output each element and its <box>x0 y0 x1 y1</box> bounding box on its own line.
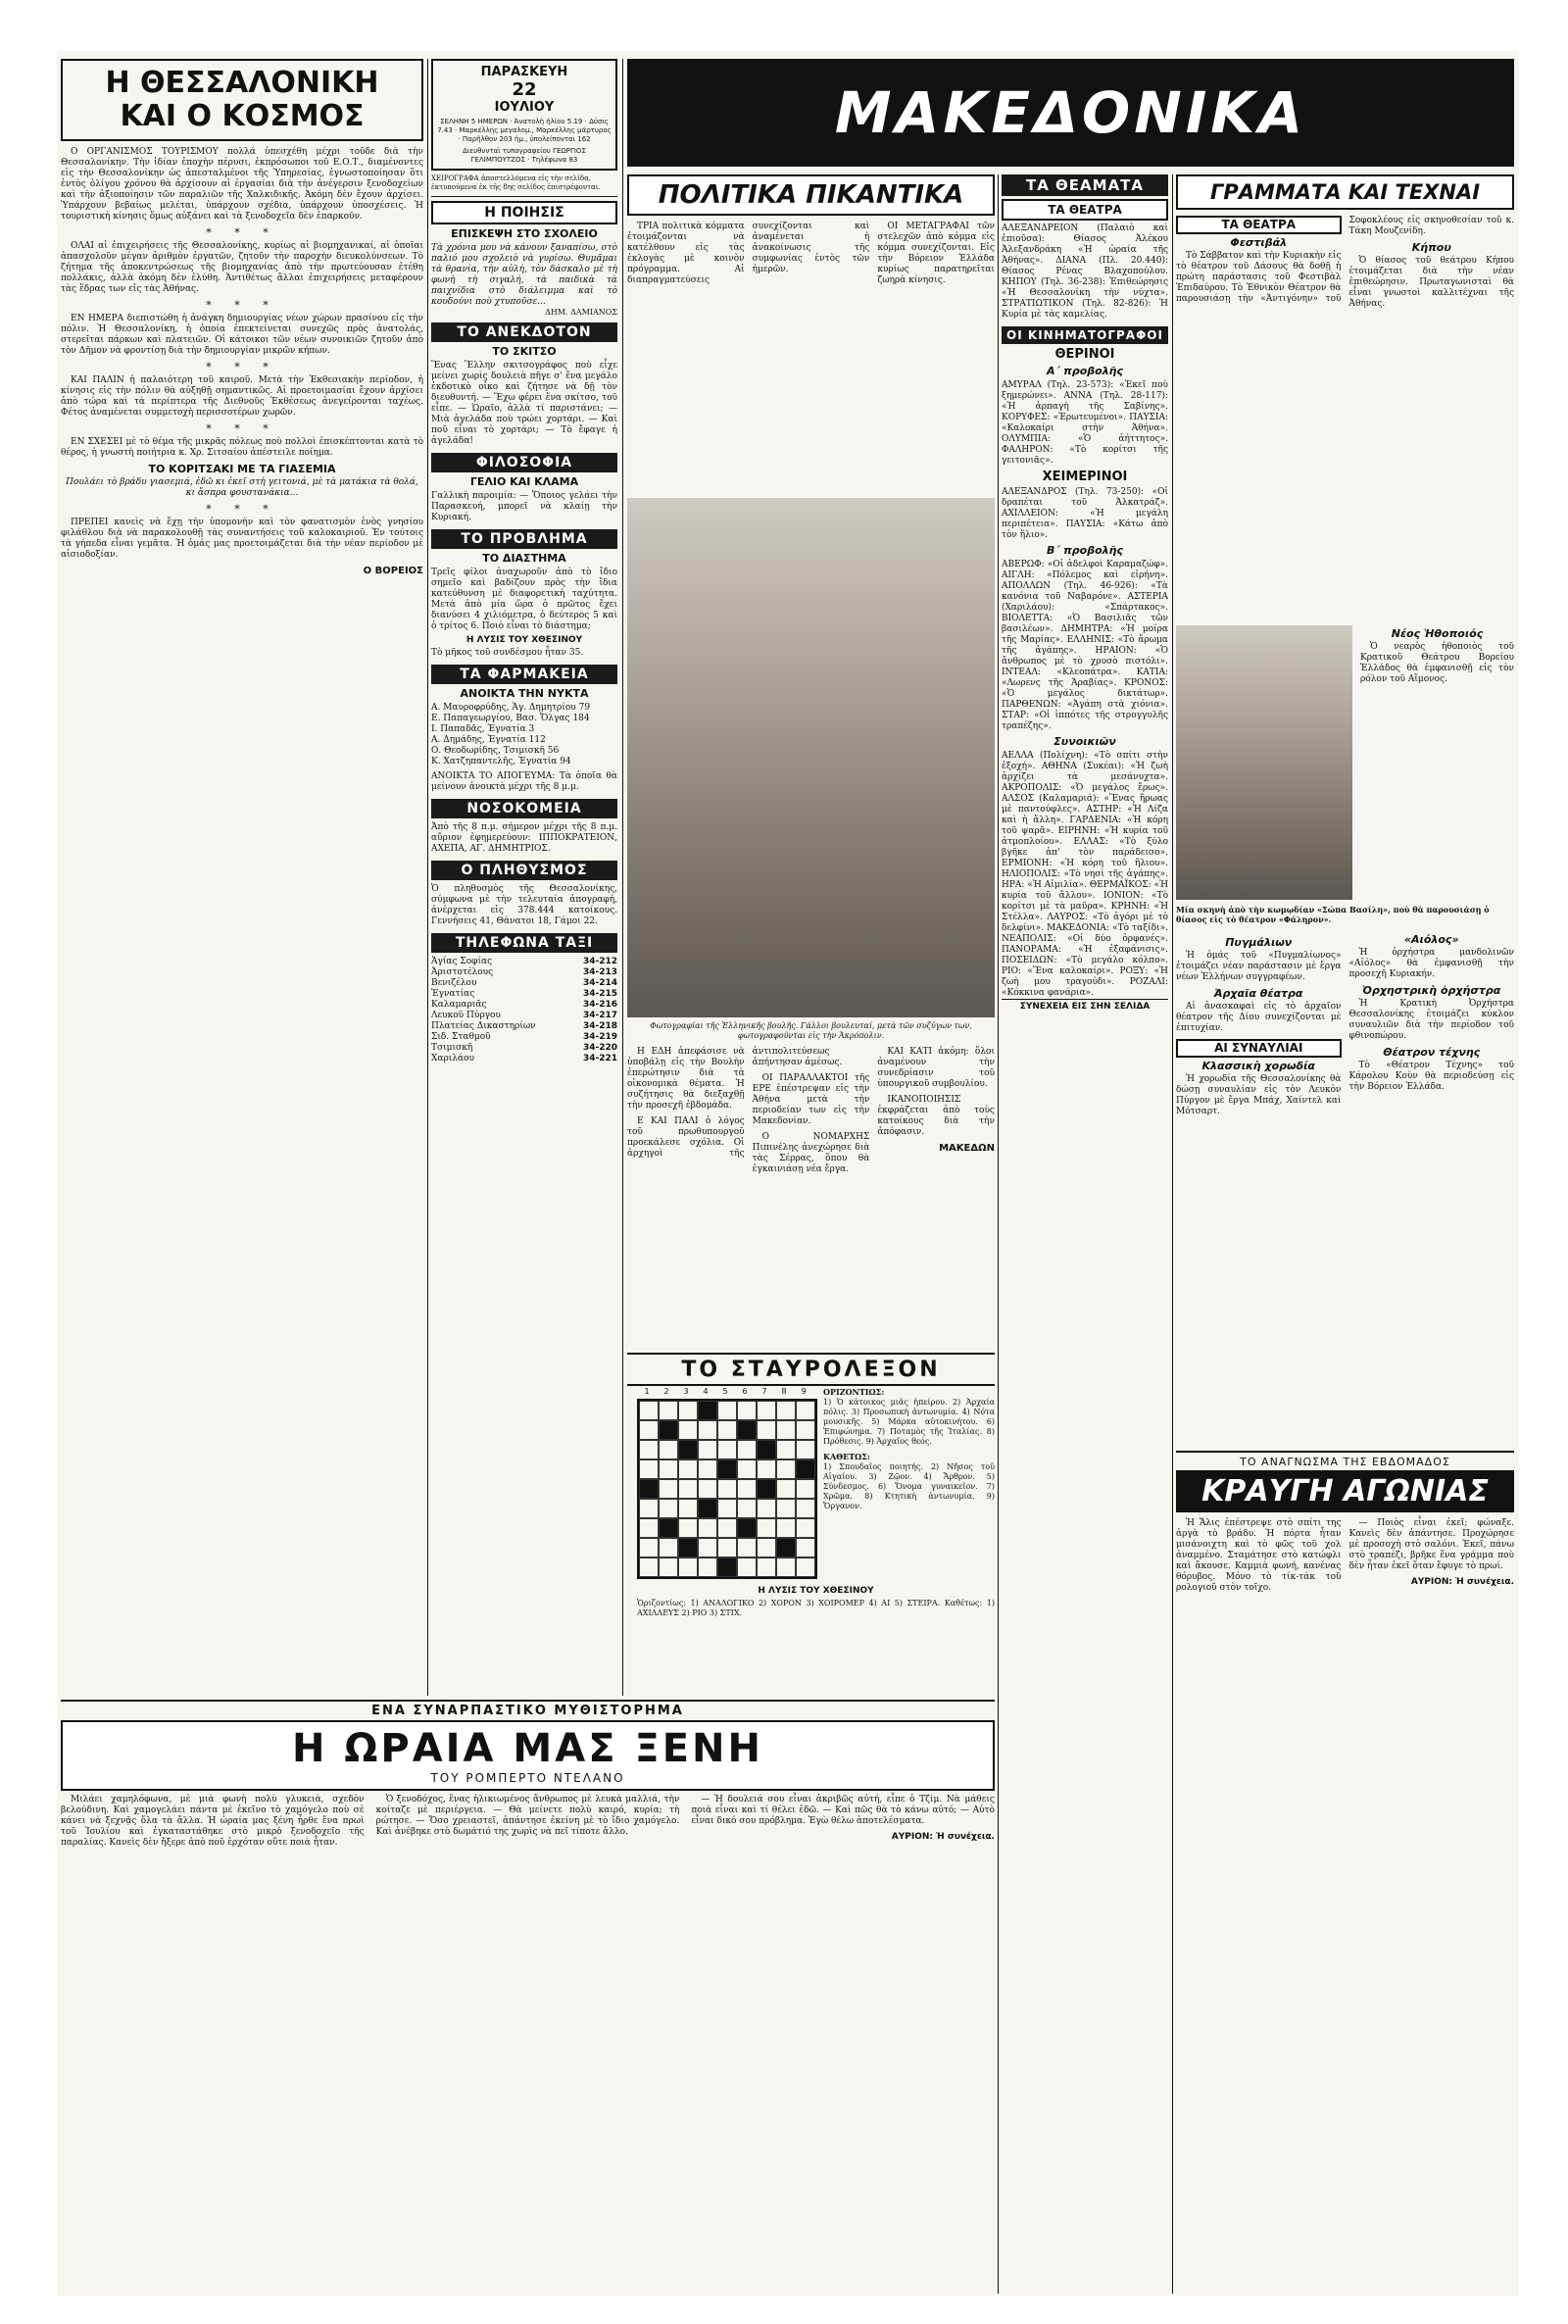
crossword-cell[interactable] <box>717 1538 737 1558</box>
concerts-header: ΑΙ ΣΥΝΑΥΛΙΑΙ <box>1176 1039 1342 1058</box>
thessaloniki-paragraph: ΕΝ ΗΜΕΡΑ διεπιστώθη ἡ ἀνάγκη δημιουργίας νέων χώρων πρασίνου εἰς τὴν πόλιν. Ἡ Θεσσαλονίκη, ἡ ὁποία ἐπεκτείνεται συνεχῶς πρὸς ἀνατολάς, στερεῖται πάρκων καὶ πλατειῶν. Οἱ κάτοικοι τῶν νέων συνοικιῶν ζητοῦν ἀπὸ τὸν Δῆμον νὰ φροντίσῃ διὰ τὴν δημιουργίαν μικρῶν κήπων. <box>61 314 423 356</box>
crossword-cell[interactable] <box>737 1440 757 1459</box>
crossword-cell[interactable] <box>796 1401 815 1420</box>
cinemas-winter: ΧΕΙΜΕΡΙΝΟΙ <box>1042 470 1128 484</box>
crossword-cell[interactable] <box>717 1479 737 1499</box>
column-rule <box>427 59 428 1696</box>
political-text-top <box>627 222 995 496</box>
crossword-header: ΤΟ ΣΤΑΥΡΟΛΕΞΟΝ <box>627 1358 995 1386</box>
crossword-cell[interactable] <box>678 1459 698 1479</box>
separator-stars: * * * <box>206 299 278 312</box>
crossword-cell[interactable] <box>737 1499 757 1518</box>
thessaloniki-text <box>61 147 423 576</box>
art-theatre-text: Τὸ «Θέατρον Τέχνης» τοῦ Κάρολου Κοὺν θὰ περιοδεύσῃ εἰς τὴν Βόρειον Ἑλλάδα. <box>1348 1061 1514 1092</box>
cinemas-first-run: Α΄ προβολῆς <box>1046 365 1124 377</box>
crossword-clues <box>823 1387 995 1516</box>
taxi-name: Βενιζέλου <box>431 978 477 988</box>
crossword-cell[interactable] <box>796 1440 815 1459</box>
taxi-name: Ἐγνατίας <box>431 989 475 999</box>
crossword-cell[interactable] <box>659 1538 678 1558</box>
political-header: ΠΟΛΙΤΙΚΑ ΠΙΚΑΝΤΙΚΑ <box>627 174 995 216</box>
spectacles-header: ΤΑ ΘΕΑΜΑΤΑ <box>1002 174 1168 196</box>
cinemas-header: ΟΙ ΚΙΝΗΜΑΤΟΓΡΑΦΟΙ <box>1002 326 1168 344</box>
scream-serial <box>1176 1456 1514 2294</box>
crossword-cell[interactable] <box>659 1459 678 1479</box>
crossword-cell[interactable] <box>776 1401 796 1420</box>
thessaloniki-paragraph: ΕΝ ΣΧΕΣΕΙ μὲ τὸ θέμα τῆς μικρᾶς πόλεως ποὺ πολλοὶ ἐπισκέπτονται κατὰ τὸ θέρος, ἡ γνωστὴ ποιήτρια κ. Χρ. Σιτσαίου ἀπέστειλε ποίημα. <box>61 437 423 458</box>
ancient-text: Αἱ ἀνασκαφαὶ εἰς τὸ ἀρχαῖον θέατρον τῆς Δίου συνεχίζονται μὲ ἐπιτυχίαν. <box>1176 1002 1342 1033</box>
crossword-number: 7 <box>761 1387 767 1396</box>
beauty-kicker: ΕΝΑ ΣΥΝΑΡΠΑΣΤΙΚΟ ΜΥΘΙΣΤΟΡΗΜΑ <box>371 1704 684 1718</box>
taxi-row <box>431 957 617 967</box>
taxi-phone: 34-219 <box>582 1032 617 1042</box>
beauty-serial <box>61 1704 995 2294</box>
taxi-phone: 34-217 <box>582 1011 617 1020</box>
almanac-text: ΣΕΛΗΝΗ 5 ΗΜΕΡΩΝ · Ἀνατολὴ ἡλίου 5.19 · Δύσις 7.43 · Μαρκέλλης μεγαλομ., Μαρκέλλης μάρτυρος · Παρῆλθον 203 ἡμ., ὑπολείπονται 162 <box>437 118 612 143</box>
political-section <box>627 174 995 1349</box>
crossword-black-cell <box>698 1499 717 1518</box>
masthead-title: ΜΑΚΕΔΟΝΙΚΑ <box>834 79 1307 146</box>
crossword-cell[interactable] <box>757 1518 776 1538</box>
crossword-cell[interactable] <box>639 1518 659 1538</box>
poetry-text: Τὰ χρόνια μου νὰ κάνουν ξαναπίσω, στὸ παλιό μου σχολειὸ νὰ γυρίσω. Θυμᾶμαι τὰ θρανία, τὴν αὐλή, τὸν δάσκαλο μὲ τὴ φωνὴ τὴ σιγαλή, τὰ παιδικὰ τὰ παιχνίδια στὸ διάλειμμα καὶ τὸ κουδούνι ποὺ χτυποῦσε... <box>431 243 617 307</box>
taxi-row <box>431 1054 617 1064</box>
taxi-phone: 34-214 <box>582 978 617 988</box>
scream-continues: ΑΥΡΙΟΝ: Ἡ συνέχεια. <box>1410 1577 1514 1587</box>
cinemas-first-run-list: ΑΜΥΡΑΛ (Τηλ. 23-573): «Ἐκεῖ ποὺ ξημερώνει». ΑΝΝΑ (Τηλ. 28-117): «Ἡ ἀρπαγὴ τῆς Σαβίνης». ΚΟΡΥΦΕΣ: «Ἐρωτευμένοι». ΠΑΥΣΙΑ: «Καλοκαίρι στὴν Ἀθήνα». ΟΛΥΜΠΙΑ: «Ὁ ἀήττητος». ΦΑΛΗΡΟΝ: «Τὸ κορίτσι τῆς γειτονιᾶς». <box>1002 380 1168 466</box>
political-paragraph: Ε ΚΑΙ ΠΑΛΙ ὁ λόγος τοῦ πρωθυπουργοῦ προεκάλεσε σχόλια. Οἱ ἀρχηγοὶ τῆς ἀντιπολιτεύσεως ἀπήντησαν ἀμέσως. <box>627 1047 843 1159</box>
sculpture-text: Ἡ ὁμάς τοῦ «Πυγμαλίωνος» ἐτοιμάζει νέαν παράστασιν μὲ ἔργα νέων Ἑλλήνων συγγραφέων. <box>1176 951 1342 982</box>
crossword-cell[interactable] <box>757 1401 776 1420</box>
political-paragraph: Ο ΝΟΜΑΡΧΗΣ Πιπινέλης ἀνεχώρησε διὰ τὰς Σέρρας, ὅπου θὰ ἐγκαινιάσῃ νέα ἔργα. <box>752 1132 870 1174</box>
crossword-cell[interactable] <box>659 1440 678 1459</box>
crossword-number: 8 <box>781 1387 787 1396</box>
crossword-cell[interactable] <box>757 1499 776 1518</box>
crossword-black-cell <box>717 1558 737 1577</box>
art-theatre-title: Θέατρον τέχνης <box>1383 1046 1481 1059</box>
letters-theatre-header: ΤΑ ΘΕΑΤΡΑ <box>1176 216 1342 234</box>
crossword-cell[interactable] <box>796 1518 815 1538</box>
cinemas-suburbs-list: ΑΕΛΛΑ (Πολίχνη): «Τὸ σπίτι στὴν ἐξοχή». ΑΘΗΝΑ (Συκέαι): «Ἡ ζωὴ ἀρχίζει τὰ μεσάνυχτα». ΑΚΡΟΠΟΛΙΣ: «Ὁ μεγάλος ἔρως». ΑΛΣΟΣ (Καλαμαριά): «Ἕνας ἥρωας μὲ παντούφλες». ΑΣΤΗΡ: «Ἡ Λίζα καὶ ἡ ἄλλη». ΓΑΡΔΕΝΙΑ: «Ἡ κόρη τοῦ ψαρᾶ». ΕΙΡΗΝΗ: «Ἡ κυρία τοῦ ἀτμοπλοίου». ΕΛΛΑΣ: «Τὸ ξύλο βγῆκε ἀπ' τὸν παράδεισο». ΕΡΜΙΟΝΗ: «Ἡ κόρη τοῦ ἥλιου». ΗΛΙΟΠΟΛΙΣ: «Τὸ νησὶ τῆς ἀγάπης». ΗΡΑ: «Ἡ Αἰμιλία». ΘΕΡΜΑΪΚΟΣ: «Ἡ κυρία τοῦ ἄλλου». ΙΟΝΙΟΝ: «Τὸ κορίτσι μὲ τὰ μαῦρα». ΚΡΗΝΗ: «Ἡ Στέλλα». ΛΑΥΡΟΣ: «Τὸ ἀγόρι μὲ τὸ δελφίνι». ΜΑΚΕΔΟΝΙΑ: «Τὸ ταξίδι». ΝΕΑΠΟΛΙΣ: «Οἱ δύο ὀρφανές». ΠΑΝΟΡΑΜΑ: «Ἡ ἐξαφάνισις». ΠΟΣΕΙΔΩΝ: «Τὸ μεγάλο κόλπο». ΡΙΟ: «Ἕνα καλοκαίρι». ΡΟΞΥ: «Ἡ ζωὴ μου τραγούδι». ΡΟΖΑΛΙ: «Κόκκινα φανάρια». <box>1002 751 1168 998</box>
theatre-photo-caption: Μία σκηνὴ ἀπὸ τὴν κωμῳδίαν «Σώπα Βασίλη», ποὺ θὰ παρουσιάσῃ ὁ θίασος εἰς τὸ θέατρον «Φάληρον». <box>1176 905 1490 924</box>
poetry-author: ΔΗΜ. ΔΑΜΙΑΝΟΣ <box>545 308 617 317</box>
pharmacies-title: ΑΝΟΙΚΤΑ ΤΗΝ ΝΥΚΤΑ <box>460 687 589 700</box>
philosophy-title: ΓΕΛΙΟ ΚΑΙ ΚΛΑΜΑ <box>469 475 579 488</box>
crossword-number: 5 <box>722 1387 728 1396</box>
thessaloniki-title-line1: Η ΘΕΣΣΑΛΟΝΙΚΗ <box>105 66 379 100</box>
sculpture-title: Πυγμάλιων <box>1225 936 1293 949</box>
taxi-row <box>431 1011 617 1021</box>
scream-kicker: ΤΟ ΑΝΑΓΝΩΣΜΑ ΤΗΣ ΕΒΔΟΜΑΔΟΣ <box>1240 1456 1450 1468</box>
separator-stars: * * * <box>206 503 278 516</box>
taxi-row <box>431 1032 617 1043</box>
taxi-name: Σιδ. Σταθμοῦ <box>431 1032 491 1042</box>
crossword-black-cell <box>678 1538 698 1558</box>
section-rule <box>61 1700 995 1702</box>
separator-stars: * * * <box>206 361 278 373</box>
taxi-row <box>431 1000 617 1011</box>
crossword-cell[interactable] <box>776 1440 796 1459</box>
problem-header: ΤΟ ΠΡΟΒΛΗΜΑ <box>431 529 617 549</box>
pharmacy-item: Ο. Θεοδωρίδης, Τσιμισκῆ 56 <box>431 746 560 756</box>
crossword-black-cell <box>659 1420 678 1440</box>
taxi-name: Ἀγίας Σοφίας <box>431 957 493 966</box>
taxi-phone: 34-215 <box>582 989 617 999</box>
problem-title: ΤΟ ΔΙΑΣΤΗΜΑ <box>482 552 566 565</box>
crossword-cell[interactable] <box>639 1401 659 1420</box>
population-text: Ὁ πληθυσμὸς τῆς Θεσσαλονίκης, σύμφωνα μὲ τὴν τελευταία ἀπογραφή, ἀνέρχεται εἰς 378.444 κατοίκους. Γεννήσεις 41, Θάνατοι 18, Γάμοι 22. <box>431 884 617 926</box>
crossword-black-cell <box>757 1440 776 1459</box>
crossword-cell[interactable] <box>698 1518 717 1538</box>
taxi-phone: 34-216 <box>582 1000 617 1010</box>
beauty-banner <box>61 1720 995 1791</box>
hospitals-header: ΝΟΣΟΚΟΜΕΙΑ <box>431 799 617 818</box>
political-paragraph: ΚΑΙ ΚΑΤΙ ἀκόμη: ὅλοι ἀναμένουν τὴν συνεδρίασιν τοῦ ὑπουργικοῦ συμβουλίου. <box>877 1047 995 1089</box>
crossword-cell[interactable] <box>796 1538 815 1558</box>
masthead-banner <box>627 59 1514 167</box>
orchestra-text: Ἡ Κρατικὴ Ὀρχήστρα Θεσσαλονίκης ἑτοιμάζει κύκλον συναυλιῶν διὰ τὴν περίοδον τοῦ φθινοπώρου. <box>1348 999 1514 1041</box>
festival-text: Τὸ Σάββατον καὶ τὴν Κυριακὴν εἰς τὸ θέατρον τοῦ Δάσους θὰ δοθῇ ἡ πρώτη παράστασις τοῦ Φεστιβὰλ Ἐπιδαύρου. Τὸ Ἐθνικὸν Θέατρον θὰ παρουσιάσῃ τὴν «Ἀντιγόνην» τοῦ Σοφοκλέους εἰς σκηνοθεσίαν τοῦ κ. Τάκη Μουζενίδη. <box>1176 216 1514 304</box>
anecdote-title: ΤΟ ΣΚΙΤΣΟ <box>492 345 557 358</box>
separator-stars: * * * <box>206 422 278 435</box>
date-month: ΙΟΥΛΙΟΥ <box>494 100 555 115</box>
letters-text-mid <box>1360 625 1514 900</box>
crossword-cell[interactable] <box>698 1420 717 1440</box>
beauty-paragraph: — Ἡ δουλειά σου εἶναι ἀκριβῶς αὐτή, εἶπε ὁ Τζίμ. Νὰ μάθεις ποιὰ εἶναι καὶ τί θέλει ἐδῶ. — Καὶ πῶς θὰ τὸ κάνω αὐτό; — Αὐτὸ εἶναι δικό σου πρόβλημα. Ἐγὼ θέλω ἀποτελέσματα. <box>691 1795 995 1826</box>
crossword-cell[interactable] <box>698 1479 717 1499</box>
taxi-row <box>431 967 617 978</box>
separator-stars: * * * <box>206 226 278 239</box>
problem-solution-title: Η ΛΥΣΙΣ ΤΟΥ ΧΘΕΣΙΝΟΥ <box>466 635 583 645</box>
crossword-cell[interactable] <box>639 1499 659 1518</box>
thessaloniki-paragraph: ΠΡΕΠΕΙ κανεὶς νὰ ἔχῃ τὴν ὑπομονὴν καὶ τὸν φανατισμὸν ἑνὸς γνησίου φιλάθλου διὰ νὰ παρακολουθῇ τὰς συναντήσεις τοῦ καλοκαιριοῦ. Ἐν τούτοις τὰ γήπεδα εἶναι γεμᾶτα. Ἡ ὁμάς μας προετοιμάζεται διὰ τὴν νέαν περίοδον μὲ αἰσιοδοξίαν. <box>61 518 423 560</box>
thessaloniki-signature: Ο ΒΟΡΕΙΟΣ <box>363 566 423 576</box>
crossword-cell[interactable] <box>678 1499 698 1518</box>
crossword-cell[interactable] <box>776 1499 796 1518</box>
political-paragraph: ΤΡΙΑ πολιτικὰ κόμματα ἑτοιμάζονται νὰ κατέλθουν εἰς τὰς ἐκλογὰς μὲ κοινὸν πρόγραμμα. Αἱ διαπραγματεύσεις συνεχίζονται καὶ ἀναμένεται ἡ ἀνακοίνωσις τῆς συμφωνίας ἐντὸς τῶν ἡμερῶν. <box>627 222 870 285</box>
taxi-phone: 34-218 <box>582 1021 617 1031</box>
crossword-down-clues: 1) Σπουδαῖος ποιητής. 2) Νῆσος τοῦ Αἰγαίου. 3) Ζῷον. 4) Ἄρθρον. 5) Σύνδεσμος. 6) Ὄνομα γυναικεῖον. 7) Χρῶμα. 8) Κτητικὴ ἀντωνυμία. 9) Ὄργανον. <box>823 1462 995 1510</box>
taxi-name: Λευκοῦ Πύργου <box>431 1011 501 1020</box>
small-sections-column <box>431 59 617 1696</box>
crossword-cell[interactable] <box>776 1518 796 1538</box>
pharmacy-list <box>431 703 617 767</box>
crossword-cell[interactable] <box>737 1479 757 1499</box>
crossword-grid <box>637 1399 817 1579</box>
crossword-cell[interactable] <box>639 1459 659 1479</box>
choir-title: Κλασσικὴ χορωδία <box>1201 1060 1315 1072</box>
garden-text: Ὁ θίασος τοῦ θεάτρου Κήπου ἑτοιμάζεται διὰ τὴν νέαν ἐπιθεώρησιν. Πρωταγωνισταὶ θὰ εἶναι γνωστοὶ καλλιτέχναι τῆς Ἀθήνας. <box>1348 256 1514 309</box>
cinemas-winter-list: ΑΛΕΞΑΝΔΡΟΣ (Τηλ. 73-250): «Οἱ δραπέται τοῦ Ἀλκατράζ». ΑΧΙΛΛΕΙΟΝ: «Ἡ μεγάλη περιπέτεια». ΠΑΥΣΙΑ: «Κάτω ἀπὸ τὸν ἥλιο». <box>1002 487 1168 540</box>
crossword-cell[interactable] <box>796 1420 815 1440</box>
crossword-cell[interactable] <box>717 1401 737 1420</box>
crossword-cell[interactable] <box>717 1499 737 1518</box>
problem-solution-text: Τὸ μῆκος τοῦ συνδέσμου ἦταν 35. <box>431 648 584 658</box>
taxi-name: Χαριλάου <box>431 1054 474 1063</box>
political-photo-caption: Φωτογραφίαι τῆς Ἑλληνικῆς βουλῆς. Γάλλοι βουλευταί, μετὰ τῶν συζύγων των, φωτογραφοῦνται εἰς τὴν Ἀκρόπολιν. <box>650 1021 972 1040</box>
poetry-title: ΕΠΙΣΚΕΨΗ ΣΤΟ ΣΧΟΛΕΙΟ <box>451 227 598 240</box>
crossword-black-cell <box>737 1420 757 1440</box>
pharmacies-header: ΤΑ ΦΑΡΜΑΚΕΙΑ <box>431 665 617 684</box>
crossword-black-cell <box>737 1518 757 1538</box>
letters-text-bottom <box>1176 934 1514 1444</box>
taxi-header: ΤΗΛΕΦΩΝΑ ΤΑΞΙ <box>431 933 617 953</box>
crossword-cell[interactable] <box>757 1459 776 1479</box>
cinemas-suburbs: Συνοικιῶν <box>1054 735 1116 748</box>
crossword-cell[interactable] <box>757 1558 776 1577</box>
beauty-text <box>61 1795 995 2265</box>
taxi-row <box>431 1021 617 1032</box>
date-number: 22 <box>512 79 537 100</box>
column-rule <box>622 59 623 1696</box>
pharmacy-item: Ι. Παπαδᾶς, Ἐγνατία 3 <box>431 724 535 734</box>
cinemas-second-run-list: ΑΒΕΡΩΦ: «Οἱ ἀδελφοὶ Καραμαζώφ». ΑΙΓΛΗ: «Πόλεμος καὶ εἰρήνη». ΑΠΟΛΛΩΝ (Τηλ. 46-926): «Τὰ κανόνια τοῦ Ναβαρόνε». ΑΣΤΕΡΙΑ (Χαριλάου): «Σπάρτακος». ΒΙΟΛΕΤΤΑ: «Ὁ Βασιλιᾶς τῶν βασιλέων». ΔΗΜΗΤΡΑ: «Ἡ μοίρα τῆς Μαρίας». ΕΛΛΗΝΙΣ: «Τὸ ἄρωμα τῆς ἀγάπης». ΗΡΑΙΟΝ: «Ὁ ἄνθρωπος μὲ τὸ χρυσὸ πιστόλι». ΙΝΤΕΑΛ: «Κλεοπάτρα». ΚΑΤΙΑ: «Λωρενς τῆς Ἀραβίας». ΚΡΟΝΟΣ: «Ὁ μεγάλος δικτάτωρ». ΠΑΡΘΕΝΩΝ: «Ἀγάπη στὰ χιόνια». ΣΤΑΡ: «Οἱ ἱππότες τῆς στρογγυλῆς τραπέζης». <box>1002 560 1168 731</box>
taxi-phone: 34-221 <box>582 1054 617 1063</box>
crossword-cell[interactable] <box>776 1420 796 1440</box>
poetry-header: Η ΠΟΙΗΣΙΣ <box>431 201 617 224</box>
scream-paragraph: Ἡ Ἄλις ἐπέστρεψε στὸ σπίτι της ἀργὰ τὸ βράδυ. Ἡ πόρτα ἦταν μισάνοιχτη καὶ τὸ φῶς τοῦ χολ ἀναμμένο. Σταμάτησε στὸ κατώφλι καὶ ἄκουσε. Καμμιὰ φωνή, κανένας θόρυβος. Μόνο τὸ τίκ-τάκ τοῦ ρολογιοῦ στὸν τοῖχο. <box>1176 1518 1342 1593</box>
section-rule <box>627 1353 995 1355</box>
spectacles-theatres-header: ΤΑ ΘΕΑΤΡΑ <box>1002 199 1168 221</box>
crossword-cell[interactable] <box>678 1479 698 1499</box>
crossword-cell[interactable] <box>639 1538 659 1558</box>
pharmacies-note: ΑΝΟΙΚΤΑ ΤΟ ΑΠΟΓΕΥΜΑ: Τὰ ὁποῖα θὰ μείνουν ἀνοικτὰ μέχρι τῆς 8 μ.μ. <box>431 771 617 792</box>
anecdote-header: ΤΟ ΑΝΕΚΔΟΤΟΝ <box>431 322 617 342</box>
pharmacy-item: Κ. Χατζηπαντελῆς, Ἐγνατία 94 <box>431 757 571 766</box>
taxi-phone: 34-213 <box>582 967 617 977</box>
crossword-cell[interactable] <box>698 1459 717 1479</box>
crossword-solution-text: Ὁριζοντίως: 1) ΑΝΑΛΟΓΙΚΟ 2) ΧΟΡΟΝ 3) ΧΟΙΡΟΜΕΡ 4) ΑΙ 5) ΣΤΕΙΡΑ. Καθέτως: 1) ΑΧΙΛΛΕΥΣ 2) ΡΙΟ 3) ΣΤΙΧ. <box>637 1599 995 1617</box>
crossword-black-cell <box>678 1440 698 1459</box>
taxi-name: Ἀριστοτέλους <box>431 967 494 977</box>
taxi-name: Καλαμαριᾶς <box>431 1000 487 1010</box>
crossword-cell[interactable] <box>796 1479 815 1499</box>
spectacles-theatres: ΑΛΕΞΑΝΔΡΕΙΟΝ (Παλαιὸ καὶ ἐπιοῦσα): Θίασος Ἀλέκου Ἀλεξανδράκη «Ἡ ὡραία τῆς Ἀθήνας». ΔΙΑΝΑ (Πλ. 20.440): Θίασος Ρένας Βλαχοπούλου. ΚΗΠΟΥ (Τηλ. 36-238): Ἐπιθεώρησις «Ἡ Θεσσαλονίκη τὴν νύχτα». ΣΤΡΑΤΙΩΤΙΚΟΝ (Τηλ. 82-826): Ἡ Κυρία μὲ τὰς καμελίας. <box>1002 223 1168 320</box>
beauty-title: Η ΩΡΑΙΑ ΜΑΣ ΞΕΝΗ <box>291 1726 763 1771</box>
crossword-solution <box>637 1583 995 1623</box>
crossword-cell[interactable] <box>698 1538 717 1558</box>
crossword-number: 2 <box>663 1387 669 1396</box>
column-rule <box>998 174 999 2294</box>
crossword-cell[interactable] <box>737 1558 757 1577</box>
political-paragraph: Η ΕΔΗ ἀπεφάσισε νὰ ὑποβάλῃ εἰς τὴν Βουλὴν ἐπερώτησιν διὰ τὰ οἰκονομικὰ θέματα. Ἡ συζήτησις θὰ διεξαχθῇ τὴν προσεχῆ ἑβδομάδα. <box>627 1047 745 1111</box>
beauty-paragraph: Ὁ ξενοδόχος, ἕνας ἡλικιωμένος ἄνθρωπος μὲ λευκὰ μαλλιά, τὴν κοίταζε μὲ περιέργεια. — Θὰ μείνετε πολὺ καιρό, κυρία; τὴ ρώτησε. — Ὅσο χρειαστεῖ, ἀπάντησε ἐκείνη μὲ τὸ ἴδιο χαμόγελο. Καὶ ἀνέβηκε στὸ δωμάτιό της χωρὶς νὰ πεῖ τίποτε ἄλλο. <box>375 1795 680 1837</box>
poem-text: Πουλάει τὸ βράδυ γιασεμιά, ἐδῶ κι ἐκεῖ στὴ γειτονιά, μὲ τὰ ματάκια τὰ θολά, κι ἄσπρα φουστανάκια... <box>66 477 418 498</box>
crossword-cell[interactable] <box>639 1558 659 1577</box>
spectacles-column <box>1002 174 1168 2061</box>
section-rule <box>1176 1451 1514 1453</box>
taxi-row <box>431 978 617 989</box>
crossword-black-cell <box>717 1459 737 1479</box>
choir-text: Ἡ χορωδία τῆς Θεσσαλονίκης θὰ δώσῃ συναυλίαν εἰς τὸν Λευκὸν Πύργον μὲ ἔργα Μπάχ, Χαίντελ καὶ Μότσαρτ. <box>1176 1074 1342 1116</box>
crossword-number: 6 <box>742 1387 748 1396</box>
political-photo <box>627 498 995 1017</box>
philosophy-header: ΦΙΛΟΣΟΦΙΑ <box>431 453 617 472</box>
crossword-black-cell <box>659 1518 678 1538</box>
crossword-cell[interactable] <box>659 1479 678 1499</box>
crossword-across-clues: 1) Ὁ κάτοικος μιᾶς ἠπείρου. 2) Ἀρχαία πόλις. 3) Προσωπικὴ ἀντωνυμία. 4) Νότα μουσικῆς. 5) Μάρκα αὐτοκινήτου. 6) Ἐπιφώνημα. 7) Ποταμὸς τῆς Ἰταλίας. 8) Πρόθεσις. 9) Ἀρχαῖος θεός. <box>823 1398 995 1446</box>
philosophy-text: Γαλλικὴ παροιμία: — Ὅποιος γελάει τὴν Παρασκευή, μπορεῖ νὰ κλαίῃ τὴν Κυριακή. <box>431 491 617 522</box>
ancient-title: Ἀρχαῖα θέατρα <box>1214 987 1303 1000</box>
letters-header: ΓΡΑΜΜΑΤΑ ΚΑΙ ΤΕΧΝΑΙ <box>1176 174 1514 210</box>
crossword-cell[interactable] <box>776 1558 796 1577</box>
spectacles-continues: ΣΥΝΕΧΕΙΑ ΕΙΣ ΣΗΝ ΣΕΛΙΔΑ <box>1002 999 1168 1012</box>
scream-banner <box>1176 1470 1514 1512</box>
beauty-author: ΤΟΥ ΡΟΜΠΕΡΤΟ ΝΤΕΛΑΝΟ <box>430 1771 625 1785</box>
crossword-cell[interactable] <box>776 1459 796 1479</box>
crossword-cell[interactable] <box>717 1440 737 1459</box>
crossword-numbers <box>637 1387 813 1396</box>
crossword-cell[interactable] <box>678 1401 698 1420</box>
taxi-phone: 34-220 <box>582 1043 617 1053</box>
date-box <box>431 59 617 171</box>
crossword-cell[interactable] <box>678 1558 698 1577</box>
taxi-phone: 34-212 <box>582 957 617 966</box>
crossword-cell[interactable] <box>717 1420 737 1440</box>
crossword-cell[interactable] <box>796 1499 815 1518</box>
mandolin-text: Ἡ ὀρχήστρα μανδολινῶν «Αἰόλος» θὰ ἐμφανισθῇ τὴν προσεχῆ Κυριακήν. <box>1348 948 1514 979</box>
crossword-cell[interactable] <box>659 1499 678 1518</box>
taxi-name: Τσιμισκῆ <box>431 1043 473 1053</box>
crossword-cell[interactable] <box>737 1538 757 1558</box>
thessaloniki-header <box>61 59 423 141</box>
crossword-cell[interactable] <box>639 1440 659 1459</box>
crossword-across-title: ΟΡΙΖΟΝΤΙΩΣ: <box>823 1387 885 1397</box>
political-paragraph: ΙΚΑΝΟΠΟΙΗΣΙΣ ἐκφράζεται ἀπὸ τοὺς κατοίκους διὰ τὴν ἀπόφασιν. <box>877 1095 995 1137</box>
beauty-continues: ΑΥΡΙΟΝ: Ἡ συνέχεια. <box>891 1832 995 1842</box>
crossword-solution-title: Η ΛΥΣΙΣ ΤΟΥ ΧΘΕΣΙΝΟΥ <box>758 1586 874 1596</box>
problem-text: Τρεῖς φίλοι ἀναχωροῦν ἀπὸ τὸ ἴδιο σημεῖο καὶ βαδίζουν πρὸς τὴν ἴδια κατεύθυνση μὲ διαφορετικὴ ταχύτητα. Μετὰ ἀπὸ μία ὥρα ὁ πρῶτος ἔχει διανύσει 4 χιλιόμετρα, ὁ δεύτερος 5 καὶ ὁ τρίτος 6. Ποιὸ εἶναι τὸ διάστημα; <box>431 568 617 631</box>
crossword-cell[interactable] <box>796 1558 815 1577</box>
taxi-name: Πλατείας Δικαστηρίων <box>431 1021 536 1031</box>
scream-text <box>1176 1518 1514 2263</box>
thessaloniki-column <box>61 59 423 1696</box>
crossword-black-cell <box>796 1459 815 1479</box>
new-actor-text: Ὁ νεαρὸς ἡθοποιὸς τοῦ Κρατικοῦ Θεάτρου Βορείου Ἑλλάδος θὰ ἐμφανισθῇ εἰς τὸν ρόλον τοῦ Αἵμονος. <box>1360 642 1514 684</box>
thessaloniki-paragraph: ΚΑΙ ΠΑΛΙΝ ἡ παλαιότερη τοῦ καιροῦ. Μετὰ τὴν Ἐκθεσιακὴν περίοδον, ἡ κίνησις εἰς τὴν πόλιν θὰ αὐξηθῇ σημαντικῶς. Αἱ προετοιμασίαι ἔχουν ἀρχίσει ἀπὸ τώρα καὶ τὰ περίπτερα τῆς Διεθνοῦς Ἐκθέσεως ἀνεγείρονται ταχέως. Φέτος ἀναμένεται συμμετοχὴ περισσοτέρων χωρῶν. <box>61 375 423 418</box>
scream-title: ΚΡΑΥΓΗ ΑΓΩΝΙΑΣ <box>1201 1474 1489 1508</box>
pharmacy-item: Α. Μαυροφρύδης, Ἁγ. Δημητρίου 79 <box>431 703 591 713</box>
taxi-row <box>431 989 617 1000</box>
thessaloniki-title-line2: ΚΑΙ Ο ΚΟΣΜΟΣ <box>120 99 365 133</box>
thessaloniki-paragraph: Ο ΟΡΓΑΝΙΣΜΟΣ ΤΟΥΡΙΣΜΟΥ πολλά ὑπεσχέθη μέχρι τοῦδε διὰ τὴν Θεσσαλονίκην. Τὴν ἰδίαν ἐποχὴν πέρυσι, ἐκπρόσωποι τοῦ Ε.Ο.Τ., διαμένοντες εἰς τὴν Θεσσαλονίκην ὡς ἀπεσταλμένοι τῆς Ὑπηρεσίας, ἐγνωστοποίησαν ὅτι ἐντὸς ὀλίγου χρόνου θὰ ἀρχίσουν αἱ ἐργασίαι διὰ τὴν ἀνέγερσιν ξενοδοχείων καὶ τὴν ἀξιοποίησιν τῶν παραλιῶν τῆς Χαλκιδικῆς. Ἀκόμη δὲν ἔχουν ἀρχίσει. Ὑπάρχουν βεβαίως μελέται, ὑπάρχουν σχέδια, ὑπάρχουν ὑποσχέσεις. Ἡ τουριστικὴ κίνησις ὅμως αὐξάνει καὶ τὰ ξενοδοχεῖα δὲν ἐπαρκοῦν. <box>61 147 423 222</box>
crossword-black-cell <box>757 1479 776 1499</box>
cinemas-summer: ΘΕΡΙΝΟΙ <box>1054 347 1115 362</box>
taxi-row <box>431 1043 617 1054</box>
theatre-photo <box>1176 625 1352 900</box>
crossword-cell[interactable] <box>659 1558 678 1577</box>
pharmacy-item: Α. Δημάδης, Ἐγνατία 112 <box>431 735 546 745</box>
crossword-cell[interactable] <box>757 1538 776 1558</box>
date-day: ΠΑΡΑΣΚΕΥΗ <box>480 65 568 79</box>
crossword-number: 1 <box>644 1387 650 1396</box>
festival-title: Φεστιβάλ <box>1230 236 1288 249</box>
crossword-cell[interactable] <box>678 1518 698 1538</box>
thessaloniki-paragraph: ΟΛΑΙ αἱ ἐπιχειρήσεις τῆς Θεσσαλονίκης, κυρίως αἱ βιομηχανικαί, αἱ ὁποῖαι ἀπασχολοῦν μέγαν ἀριθμὸν ἐργατῶν, ζητοῦν τὴν παροχὴν διευκολύνσεων. Τὸ ζήτημα τῆς ἀποκεντρώσεως τῆς βιομηχανίας ἀπὸ τὴν πρωτεύουσαν ἐτέθη πολλάκις, ἀλλὰ ἀκόμη δὲν ἐλύθη. Ἀντιθέτως ἄλλαι ἐπιχειρήσεις μεταφέρουν τὰς ἕδρας των εἰς τὰς Ἀθήνας. <box>61 241 423 294</box>
anecdote-text: Ἕνας Ἕλλην σκιτσογράφος ποὺ εἶχε μείνει χωρὶς δουλειὰ πῆγε σ' ἕνα μεγάλο ἐκδοτικὸ οἶκο καὶ ζήτησε νὰ δῇ τὸν διευθυντή. — Ἔχω φέρει ἕνα σκίτσο, τοῦ εἶπε. — Ὡραῖο, ἀλλὰ τί παριστάνει; — Μιὰ ἀγελάδα ποὺ τρώει χορτάρι. — Καὶ ποῦ εἶναι τὸ χορτάρι; — Τὸ ἔφαγε ἡ ἀγελάδα! <box>431 361 617 446</box>
poem-title: ΤΟ ΚΟΡΙΤΣΑΚΙ ΜΕ ΤΑ ΓΙΑΣΕΜΙΑ <box>148 463 336 475</box>
orchestra-title: Ὀρχηστρικὴ ὀρχήστρα <box>1362 984 1501 997</box>
political-paragraph: ΟΙ ΠΑΡΑΛΛΑΚΤΟΙ τῆς ΕΡΕ ἐπέστρεψαν εἰς τὴν Ἀθήνα μετὰ τὴν περιοδείαν των εἰς τὴν Μακεδονίαν. <box>752 1073 870 1126</box>
new-actor-title: Νέος Ἡθοποιός <box>1391 627 1484 640</box>
crossword-cell[interactable] <box>698 1558 717 1577</box>
crossword-down-title: ΚΑΘΕΤΩΣ: <box>823 1452 870 1461</box>
crossword-cell[interactable] <box>757 1420 776 1440</box>
cinemas-second-run: Β΄ προβολῆς <box>1047 544 1123 557</box>
hospitals-text: Ἀπὸ τῆς 8 π.μ. σήμερον μέχρι τῆς 8 π.μ. αὔριον ἐφημερεύουν: ΙΠΠΟΚΡΑΤΕΙΟΝ, ΑΧΕΠΑ, ΑΓ. ΔΗΜΗΤΡΙΟΣ. <box>431 822 617 854</box>
crossword-number: 3 <box>683 1387 689 1396</box>
crossword-black-cell <box>776 1538 796 1558</box>
letters-text-top <box>1176 216 1514 618</box>
crossword-black-cell <box>639 1479 659 1499</box>
taxi-list <box>431 957 617 1064</box>
crossword-number: 4 <box>703 1387 709 1396</box>
crossword-cell[interactable] <box>639 1420 659 1440</box>
letters-arts-section <box>1176 174 1514 1449</box>
crossword-cell[interactable] <box>776 1479 796 1499</box>
mandolin-title: «Αιόλος» <box>1403 933 1459 946</box>
printer-text: Διευθυνταὶ τυπογραφείου ΓΕΩΡΓΙΟΣ ΓΕΛΙΜΠΟΥΤΖΟΣ · Τηλέφωνα 83 <box>463 147 586 164</box>
crossword-cell[interactable] <box>698 1440 717 1459</box>
crossword-cell[interactable] <box>737 1401 757 1420</box>
political-signature: ΜΑΚΕΔΩΝ <box>939 1143 995 1154</box>
political-text-bottom <box>627 1047 995 1341</box>
crossword-number: 9 <box>801 1387 807 1396</box>
population-header: Ο ΠΛΗΘΥΣΜΟΣ <box>431 861 617 880</box>
political-paragraph: ΟΙ ΜΕΤΑΓΡΑΦΑΙ τῶν στελεχῶν ἀπὸ κόμμα εἰς κόμμα συνεχίζονται. Εἰς τὴν Βόρειον Ἑλλάδα κυρίως παρατηρεῖται ζωηρὰ κίνησις. <box>877 222 995 285</box>
crossword-cell[interactable] <box>737 1459 757 1479</box>
crossword-cell[interactable] <box>717 1518 737 1538</box>
garden-title: Κήπου <box>1411 241 1451 254</box>
column-rule <box>1172 174 1173 2294</box>
crossword-black-cell <box>698 1401 717 1420</box>
crossword-cell[interactable] <box>678 1420 698 1440</box>
crossword-section <box>627 1358 995 1696</box>
pharmacy-item: Ε. Παπαγεωργίου, Βασ. Ὄλγας 184 <box>431 714 590 723</box>
beauty-paragraph: Μιλάει χαμηλόφωνα, μὲ μιὰ φωνὴ πολὺ γλυκειὰ, σχεδὸν βελούδινη. Καὶ χαμογελάει πάντα μὲ ἐκεῖνο τὸ χαμόγελο ποὺ σὲ κάνει νὰ ξεχνᾷς ὅλα τὰ ἄλλα. Ἡ ὡραία μας ξένη ἦρθε ἕνα πρωὶ τοῦ Ἰουλίου καὶ ἐγκαταστάθηκε στὸ μικρὸ ξενοδοχεῖο τῆς παραλίας. Κανεὶς δὲν ἤξερε ἀπὸ ποῦ ἐρχόταν οὔτε ποιὰ ἦταν. <box>61 1795 365 1848</box>
scream-paragraph: — Ποιὸς εἶναι ἐκεῖ; φώναξε. Κανεὶς δὲν ἀπάντησε. Προχώρησε μὲ προσοχὴ στὸ σαλόνι. Ἐκεῖ, πάνω στὸ τραπέζι, βρῆκε ἕνα γράμμα ποὺ δὲν ἦταν ἐκεῖ ὅταν ἔφυγε τὸ πρωί. <box>1348 1518 1514 1571</box>
crossword-cell[interactable] <box>659 1401 678 1420</box>
deadline-note: ΧΕΙΡΟΓΡΑΦΑ ἀποστελλόμενα εἰς τὴν σελίδα, ἐκτυπούμενα ἐκ τῆς 8ης σελίδος ἐπιστρέφονται. <box>431 174 617 197</box>
